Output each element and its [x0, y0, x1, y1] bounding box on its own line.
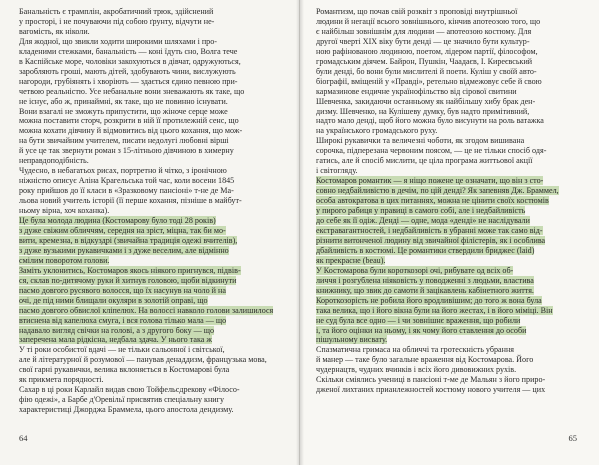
book-gutter: [296, 0, 304, 465]
text-line: з дуже вузькими рукавичками і з дуже веселим, але відмінно: [19, 245, 229, 255]
text-line: були денді, бо вони були мислителі й поети. Куліш у своїй авто-: [316, 66, 537, 76]
text-line: втиснена від капелюха смуга, і вся голова тілько мала — що: [19, 315, 227, 325]
text-line: Банальність є трамплін, акробатичний трюк, здійснений: [19, 7, 214, 16]
text-line: є найбільш зовнішнім для людини — апотеозою костюму. Для: [316, 26, 532, 36]
text-line: фію одежі», а Барбе д'Оревільї присвятив спеціальну книгу: [19, 395, 224, 405]
text-line: біографії, вміщеній у «Правді», ретельно відмежовує себе й свою: [316, 76, 542, 86]
text-line: свої гарні рукавички, велика вклоняється в Костомарові була: [19, 365, 230, 375]
text-line: вагомість, як ніколи.: [19, 26, 90, 36]
text-line: можна поставити сторч, розкрити в ній її протилежній сенс, що: [19, 116, 239, 126]
text-line: неправдоподібність.: [19, 156, 89, 166]
text-line: й манер — таке було загальне враження від Костомарова. Його: [316, 355, 534, 365]
text-line: заробляють гроші, мають дітей, здобувають чини, вислужують: [19, 66, 236, 76]
text-line: особа автократова в цих питаннях, можна не цінити своїх костюмів: [316, 196, 549, 206]
text-line: Шевченка, закидаючи останньому як найбільшу хибу брак ден-: [316, 96, 536, 106]
text-line: екстравагантностей, і недбайливість в убранні може так само від-: [316, 225, 543, 235]
text-line: совно недбайливістю в дечім, по цій денді? Як запевняв Дж. Браммел,: [316, 186, 559, 196]
text-line: дизму. Шевченко, на Кулішеву думку, був надто примітивний,: [316, 106, 530, 116]
text-line: ною рафінованою людиною, поетом, лідером партії, філософом,: [316, 46, 538, 56]
text-line: кармазинове ендичне українофільство від сірової свитини: [316, 86, 517, 96]
text-line: ніжністю описує Аліна Крагельська той час, коли восени 1845: [19, 176, 235, 186]
text-line: і світогляду.: [316, 166, 358, 176]
text-line: ся, склав по-дитячому руки й хитнув головою, щоби відкинути: [19, 275, 237, 285]
text-line: льова новий учитель історії (її перше кохання, пізніше в майбут-: [19, 196, 242, 206]
text-line: Це була молода людина (Костомарову було тоді 28 років): [19, 216, 216, 226]
text-line: У ті роки особистої вдачі — не тільки сальонної і світської,: [19, 345, 225, 355]
text-line: на бути звичайним учителем, писати недолугі любовні вірші: [19, 136, 229, 146]
text-line: книжнику, що звик до самоти й зацікавлень кабінетного життя.: [316, 285, 534, 295]
left-page-text: [19, 7, 299, 415]
text-line: до себе як її одіж. Денді — одне, мода «денді» не наслідували: [316, 216, 530, 226]
text-line: ньому вірна, хоч коханка).: [19, 206, 110, 216]
text-line: але й літературної й розумової — панував денаддизм, французька мова,: [19, 355, 267, 365]
text-line: нагороди, грубіянять і хворіють — здається єдино певною при-: [19, 76, 238, 86]
text-line: не суд була все одно — і чи зовнішнє враження, що робили: [316, 315, 521, 325]
text-line: У Костомарова були короткозорі очі, рибувате од всіх об-: [316, 265, 514, 275]
text-line: людини й негації всього зовнішнього, кінчив апотеозою того, що: [316, 16, 541, 26]
text-line: Сахар в ці роки Карлайл видав свою Тойфельсдрекову «Філосо-: [19, 385, 240, 395]
text-line: сорочка, підперезана червоним поясом, — це не тільки спосіб одя-: [316, 146, 547, 156]
text-line: й усе це так звернути роман з 15-літньою дівчиною в химерну: [19, 146, 234, 156]
text-line: очі, де під ними блищали окуляри в золотій оправі, що: [19, 295, 208, 305]
text-line: і, та його оцінки на ньому, і як чому його ставлення до особи: [316, 325, 527, 335]
text-line: Романтизм, що почав свій розквіт з проповіді внутрішньої: [316, 7, 518, 16]
page-number-left: 64: [19, 433, 28, 443]
text-line: личчя і розгублена ніяковість у поводженні з людьми, властива: [316, 275, 534, 285]
text-line: можна кохати дівчину й відмовитись від цього кохання, що мож-: [19, 126, 243, 136]
text-line: Скільки сміялись учениці в пансіоні т-ме де Мальян з його приро-: [316, 375, 546, 385]
text-line: Широкі рукавички та величезні чоботи, як згодом вишивана: [316, 136, 525, 146]
text-line: року прийшов до її класи в «Зразковому пансіоні» т-не де Ма-: [19, 186, 234, 196]
text-line: другої чверті XIX віку бути денді — це значило бути культур-: [316, 36, 530, 46]
text-line: як прекрасне (beau).: [316, 255, 386, 265]
text-line: четвою реальністю. Усе небанальне вони зневажають як таке, що: [19, 86, 245, 96]
text-line: пасмо довгого русявого волосся, що їх насунув на чоло й на: [19, 285, 226, 295]
text-line: у пирого рабиця у правиці в самого собі, але і недбайливість: [316, 206, 526, 216]
text-line: Спазматична гримаса на обличчі та гротескність убрання: [316, 345, 515, 355]
text-line: на українського громадського руху.: [316, 126, 438, 136]
text-line: кладеними стежками, банальність — коні їдуть сно, Волга тече: [19, 46, 238, 56]
text-line: чудернацтв, чудних вчинків і всіх його дивовижних рухів.: [316, 365, 517, 375]
text-line: гатись, але й спосіб мислити, це ціла програма життьової акції: [316, 156, 533, 166]
text-line: дженої лихтаних прианлежностей костюму нового учителя — цих: [316, 385, 546, 395]
text-line: у просторі, і не почуваючи під собою ґрунту, відчути не-: [19, 16, 215, 26]
right-page: [300, 0, 599, 465]
text-line: Заміть уклонитись, Костомаров якось ніякого пригнувся, підвів-: [19, 265, 241, 275]
text-line: Чудесно, в небагатьох рисах, портретно й чітко, з іронічною: [19, 166, 227, 176]
right-page-text: [316, 7, 599, 395]
text-line: заперечена мала рідкісна, недбала здача. У нього така ж: [19, 335, 212, 345]
text-line: Для жодної, що звикли ходити широкими шляхами і про-: [19, 36, 217, 46]
text-line: в Каспійське море, чоловіки закохуються в дівчат, одружуються,: [19, 56, 241, 66]
text-line: надавало вигляд свічки на голові, а з другого боку — що: [19, 325, 215, 335]
page-number-right: 65: [568, 433, 577, 443]
text-line: дбайливість в костюмі. Це романтики ствердили бриджес (laid): [316, 245, 535, 255]
text-line: пасмо довгого обвислої кліпелюх. На волоссі навколо голови залишилося: [19, 305, 274, 315]
text-line: пішульному висвату.: [316, 335, 388, 345]
text-line: характеристиці Джорджа Браммела, цього апостола дендизму.: [19, 405, 234, 415]
text-line: надто мало денді, щоб його можна було висунути на роль ватажка: [316, 116, 544, 126]
text-line: як прикмета порядності.: [19, 375, 104, 385]
text-line: Вони взагалі не зможуть припустити, що жіноче серце може: [19, 106, 228, 116]
text-line: громадським діячем. Байрон, Пушкін, Чаадаєв, І. Киреєвський: [316, 56, 533, 66]
text-line: Костомаров романтик — я ніщо пожене це означати, що він з сто-: [316, 176, 544, 186]
text-line: така велика, що і його вікна були на його жестах, і в його міміці. Він: [316, 305, 553, 315]
text-line: вити, кремезна, в відкуздрі (звичайна традиція одежі вчителів),: [19, 235, 238, 245]
text-line: різнити витонченої людину від звичайної філістерів, як і особлива: [316, 235, 546, 245]
text-line: смілим поворотом голови.: [19, 255, 110, 265]
text-line: з дуже свіжим обличчям, середня на зріст, міцна, так би мо-: [19, 225, 226, 235]
text-line: не існує, або ж, принаймні, як таке, що не повинно існувати.: [19, 96, 228, 106]
left-page: [0, 0, 299, 465]
text-line: Короткозорість не робила його вродливішим; до того ж вона була: [316, 295, 542, 305]
